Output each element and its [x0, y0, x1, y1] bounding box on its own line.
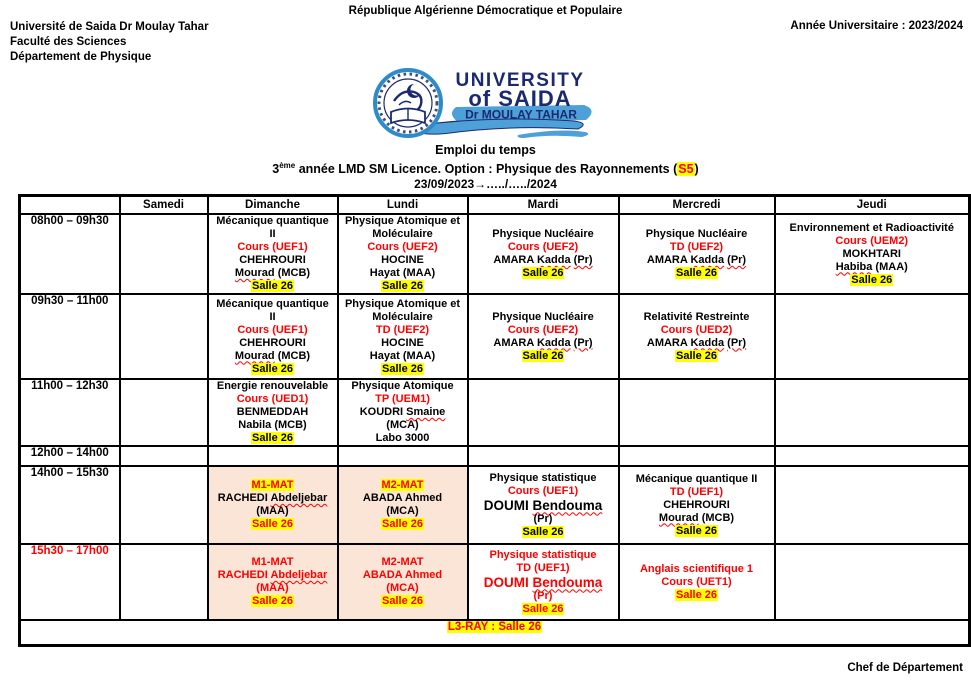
spellcheck-word: Bendouma — [532, 497, 603, 513]
cell-line — [339, 479, 467, 492]
cell-line — [339, 518, 467, 531]
cell-line: TD (UEF2) — [669, 241, 724, 254]
cell-line: RACHEDI Abdeljebar — [217, 492, 328, 505]
schedule-cell — [468, 446, 619, 466]
cell-line: Relativité Restreinte — [643, 310, 750, 323]
semester-badge: S5 — [678, 162, 694, 177]
highlighted-text: Salle 26 — [676, 588, 717, 601]
cell-line: II — [269, 310, 276, 323]
cell-line — [469, 267, 618, 280]
timetable-row — [20, 294, 970, 379]
cell-line: Habiba (MAA) — [835, 260, 908, 273]
cell-line: CHEHROURI — [239, 254, 306, 267]
cell-line — [209, 595, 337, 608]
cell-line: Anglais scientifique 1 — [639, 562, 754, 575]
logo-text-of-saida: of SAIDA — [468, 86, 572, 111]
schedule-cell — [775, 466, 970, 544]
timetable-row — [20, 466, 970, 544]
university-name: Université de Saida Dr Moulay Tahar — [10, 21, 209, 33]
schedule-cell — [338, 214, 468, 294]
cell-line: RACHEDI Abdeljebar — [217, 569, 328, 582]
cell-line: (MCA) — [386, 419, 419, 432]
schedule-cell — [468, 466, 619, 544]
cell-line: Moléculaire — [372, 228, 433, 241]
schedule-cell — [338, 379, 468, 446]
cell-line: DOUMI Bendouma — [483, 497, 603, 513]
cell-line: KOUDRI Smaine — [359, 406, 446, 419]
date-range: 23/09/2023→…../…../2024 — [414, 177, 557, 192]
cell-line: CHEHROURI — [239, 336, 306, 349]
cell-line — [620, 267, 774, 280]
republic-line: République Algérienne Démocratique et Populaire — [348, 5, 623, 17]
spellcheck-word: (Pr) — [727, 254, 747, 267]
document-title: Emploi du temps — [435, 143, 536, 157]
schedule-cell — [208, 379, 338, 446]
cell-line — [209, 280, 337, 293]
cell-line: CHEHROURI — [663, 498, 730, 511]
cell-line: HOCINE — [381, 336, 424, 349]
cell-line — [469, 603, 618, 616]
highlighted-text: Salle 26 — [252, 280, 293, 293]
spellcheck-word: (Pr) — [573, 254, 593, 267]
day-header-mardi: Mardi — [468, 196, 619, 215]
cell-line: Physique Nucléaire — [492, 228, 594, 241]
highlighted-text: Salle 26 — [522, 602, 564, 615]
cell-line: Hayat (MAA) — [369, 267, 436, 280]
cell-line: (MAA) — [256, 505, 289, 518]
spellcheck-word: Abdeljebar — [270, 492, 328, 505]
cell-line: Mourad (MCB) — [234, 349, 311, 362]
schedule-cell — [338, 466, 468, 544]
spellcheck-word: Kadda — [536, 254, 571, 267]
logo-text-moulay-tahar: Dr MOULAY TAHAR — [465, 107, 577, 122]
cell-line: Cours (UEF1) — [237, 241, 308, 254]
schedule-cell — [619, 466, 775, 544]
spellcheck-word: (Pr) — [573, 336, 593, 349]
schedule-cell — [208, 544, 338, 620]
signature-line: Chef de Département — [847, 662, 963, 675]
subtitle-end: ) — [694, 162, 699, 177]
spellcheck-word: Kadda — [536, 336, 571, 349]
highlighted-text: Salle 26 — [522, 267, 564, 280]
day-header-dimanche: Dimanche — [208, 196, 338, 215]
logo-text-university: UNIVERSITY — [455, 70, 585, 91]
cell-line — [339, 280, 467, 293]
cell-line: AMARA Kadda (Pr) — [493, 336, 593, 349]
schedule-cell — [120, 214, 208, 294]
highlighted-text: M2-MAT — [381, 479, 424, 492]
cell-line: Physique Nucléaire — [645, 228, 748, 241]
schedule-cell — [619, 544, 775, 620]
schedule-cell — [208, 294, 338, 379]
cell-line: (MCA) — [386, 505, 419, 518]
university-logo — [0, 65, 971, 141]
highlighted-text: Salle 26 — [382, 518, 423, 531]
cell-line: DOUMI Bendouma — [483, 574, 603, 590]
cell-line: BENMEDDAH — [236, 406, 309, 419]
spellcheck-word: Kadda — [690, 336, 725, 349]
spellcheck-word: Mourad — [658, 511, 699, 524]
time-slot: 11h00 – 12h30 — [20, 379, 120, 446]
schedule-cell — [775, 446, 970, 466]
schedule-cell — [468, 214, 619, 294]
cell-line: Hayat (MAA) — [369, 349, 436, 362]
cell-line: Mécanique quantique — [216, 297, 329, 310]
schedule-cell — [619, 214, 775, 294]
cell-line: Labo 3000 — [375, 432, 430, 445]
cell-line: II — [269, 228, 276, 241]
schedule-cell — [775, 294, 970, 379]
page-header — [0, 17, 971, 65]
schedule-cell — [619, 446, 775, 466]
cell-line — [776, 274, 969, 287]
spellcheck-word: Kadda — [690, 254, 725, 267]
highlighted-text: Salle 26 — [522, 525, 564, 538]
cell-line — [620, 350, 774, 363]
schedule-cell — [208, 214, 338, 294]
cell-line: Mécanique quantique — [216, 215, 329, 228]
cell-line — [339, 595, 467, 608]
schedule-cell — [338, 446, 468, 466]
schedule-cell — [338, 544, 468, 620]
cell-line: Physique statistique — [489, 548, 597, 561]
cell-line: Physique statistique — [489, 471, 597, 484]
logo-swoosh-tail — [518, 131, 589, 138]
cell-line: TD (UEF1) — [516, 561, 570, 574]
timetable — [18, 194, 971, 647]
subtitle — [0, 158, 971, 177]
cell-line: AMARA Kadda (Pr) — [646, 336, 747, 349]
time-slot: 09h30 – 11h00 — [20, 294, 120, 379]
schedule-cell — [775, 544, 970, 620]
highlighted-text: Salle 26 — [252, 518, 293, 531]
highlighted-text: Salle 26 — [252, 362, 293, 375]
university-logo-graphic — [368, 65, 603, 141]
schedule-cell — [120, 446, 208, 466]
cell-line: Cours (UEM2) — [835, 234, 909, 247]
day-header-jeudi: Jeudi — [775, 196, 970, 215]
cell-line — [339, 363, 467, 376]
schedule-cell — [338, 294, 468, 379]
cell-line — [469, 350, 618, 363]
schedule-cell — [775, 214, 970, 294]
highlighted-text: Salle 26 — [522, 349, 564, 362]
day-header-mercredi: Mercredi — [619, 196, 775, 215]
subtitle-sup: ème — [279, 161, 296, 170]
cell-line: Physique Atomique et — [344, 215, 461, 228]
cell-line — [209, 432, 337, 445]
cell-line: Physique Atomique — [351, 380, 454, 393]
spellcheck-word: Bendouma — [532, 574, 603, 590]
cell-line: (Pr) — [533, 512, 553, 525]
cell-line: Environnement et Radioactivité — [789, 221, 954, 234]
highlighted-text: Salle 26 — [676, 267, 717, 280]
academic-year: Année Universitaire : 2023/2024 — [790, 20, 963, 32]
cell-line: (Pr) — [533, 589, 553, 602]
schedule-cell — [619, 294, 775, 379]
corner-cell — [20, 196, 120, 215]
group-room-note-cell — [20, 620, 970, 646]
cell-line: Physique Nucléaire — [492, 310, 594, 323]
highlighted-text: Salle 26 — [382, 280, 423, 293]
cell-line — [620, 589, 774, 602]
cell-line: Moléculaire — [372, 310, 433, 323]
time-slot: 15h30 – 17h00 — [20, 544, 120, 620]
cell-line: Mécanique quantique II — [635, 472, 758, 485]
cell-line: TD (UEF1) — [669, 485, 724, 498]
schedule-cell — [120, 544, 208, 620]
cell-line: Cours (UED2) — [660, 323, 733, 336]
cell-line: HOCINE — [381, 254, 424, 267]
cell-line — [620, 525, 774, 538]
cell-line: Energie renouvelable — [216, 380, 329, 393]
university-block — [10, 20, 209, 65]
cell-line: AMARA Kadda (Pr) — [646, 254, 747, 267]
day-header-row — [20, 196, 970, 215]
subtitle-text: année LMD SM Licence. Option : Physique des Rayonnements ( — [295, 162, 678, 177]
schedule-cell — [775, 379, 970, 446]
cell-line: TP (UEM1) — [375, 393, 430, 406]
highlighted-text: Salle 26 — [382, 362, 423, 375]
time-slot: 12h00 – 14h00 — [20, 446, 120, 466]
timetable-body — [20, 214, 970, 646]
timetable-row — [20, 446, 970, 466]
spellcheck-word: Abdeljebar — [270, 569, 328, 582]
spellcheck-word: Smaine — [406, 406, 446, 419]
schedule-cell — [208, 446, 338, 466]
schedule-cell — [468, 544, 619, 620]
schedule-cell — [120, 466, 208, 544]
cell-line — [209, 363, 337, 376]
cell-line: Cours (UET1) — [661, 575, 732, 588]
schedule-cell — [120, 294, 208, 379]
faculty-name: Faculté des Sciences — [10, 36, 127, 48]
cell-line: ABADA Ahmed — [362, 569, 443, 582]
cell-line: M2-MAT — [381, 556, 424, 569]
cell-line: Cours (UEF1) — [507, 484, 579, 497]
cell-line: M1-MAT — [251, 556, 294, 569]
cell-line — [209, 479, 337, 492]
timetable-row — [20, 544, 970, 620]
cell-line: MOKHTARI — [842, 247, 901, 260]
cell-line: AMARA Kadda (Pr) — [493, 254, 593, 267]
cell-line — [209, 518, 337, 531]
time-slot: 08h00 – 09h30 — [20, 214, 120, 294]
cell-line: Nabila (MCB) — [238, 419, 307, 432]
cell-line: Cours (UEF2) — [507, 323, 579, 336]
cell-line: Cours (UED1) — [236, 393, 309, 406]
timetable-row — [20, 214, 970, 294]
schedule-cell — [619, 379, 775, 446]
group-room-note: L3-RAY : Salle 26 — [447, 621, 542, 634]
schedule-cell — [208, 466, 338, 544]
cell-line: Cours (UEF2) — [367, 241, 438, 254]
spellcheck-word: (Pr) — [727, 336, 747, 349]
highlighted-text: Salle 26 — [676, 524, 717, 537]
cell-line: Physique Atomique et — [344, 297, 461, 310]
highlighted-text: Salle 26 — [382, 595, 423, 608]
schedule-cell — [120, 379, 208, 446]
highlighted-text: Salle 26 — [851, 273, 893, 286]
day-header-samedi: Samedi — [120, 196, 208, 215]
cell-line: Cours (UEF2) — [507, 241, 579, 254]
cell-line: (MAA) — [256, 582, 289, 595]
spellcheck-word: Habiba — [835, 260, 873, 273]
cell-line: TD (UEF2) — [375, 323, 430, 336]
note-row — [20, 620, 970, 646]
department-name: Département de Physique — [10, 51, 152, 63]
cell-line: (MCA) — [386, 582, 419, 595]
subtitle-num: 3 — [272, 162, 280, 177]
schedule-cell — [468, 294, 619, 379]
highlighted-text: Salle 26 — [252, 432, 293, 445]
highlighted-text: M1-MAT — [251, 479, 294, 492]
cell-line — [469, 526, 618, 539]
timetable-row — [20, 379, 970, 446]
cell-line: ABADA Ahmed — [362, 492, 443, 505]
cell-line: Mourad (MCB) — [658, 511, 735, 524]
cell-line: Cours (UEF1) — [237, 323, 308, 336]
day-header-lundi: Lundi — [338, 196, 468, 215]
highlighted-text: Salle 26 — [676, 349, 717, 362]
highlighted-text: Salle 26 — [252, 595, 293, 608]
spellcheck-word: Mourad — [234, 267, 275, 280]
schedule-cell — [468, 379, 619, 446]
spellcheck-word: Mourad — [234, 349, 275, 362]
time-slot: 14h00 – 15h30 — [20, 466, 120, 544]
cell-line: Mourad (MCB) — [234, 267, 311, 280]
